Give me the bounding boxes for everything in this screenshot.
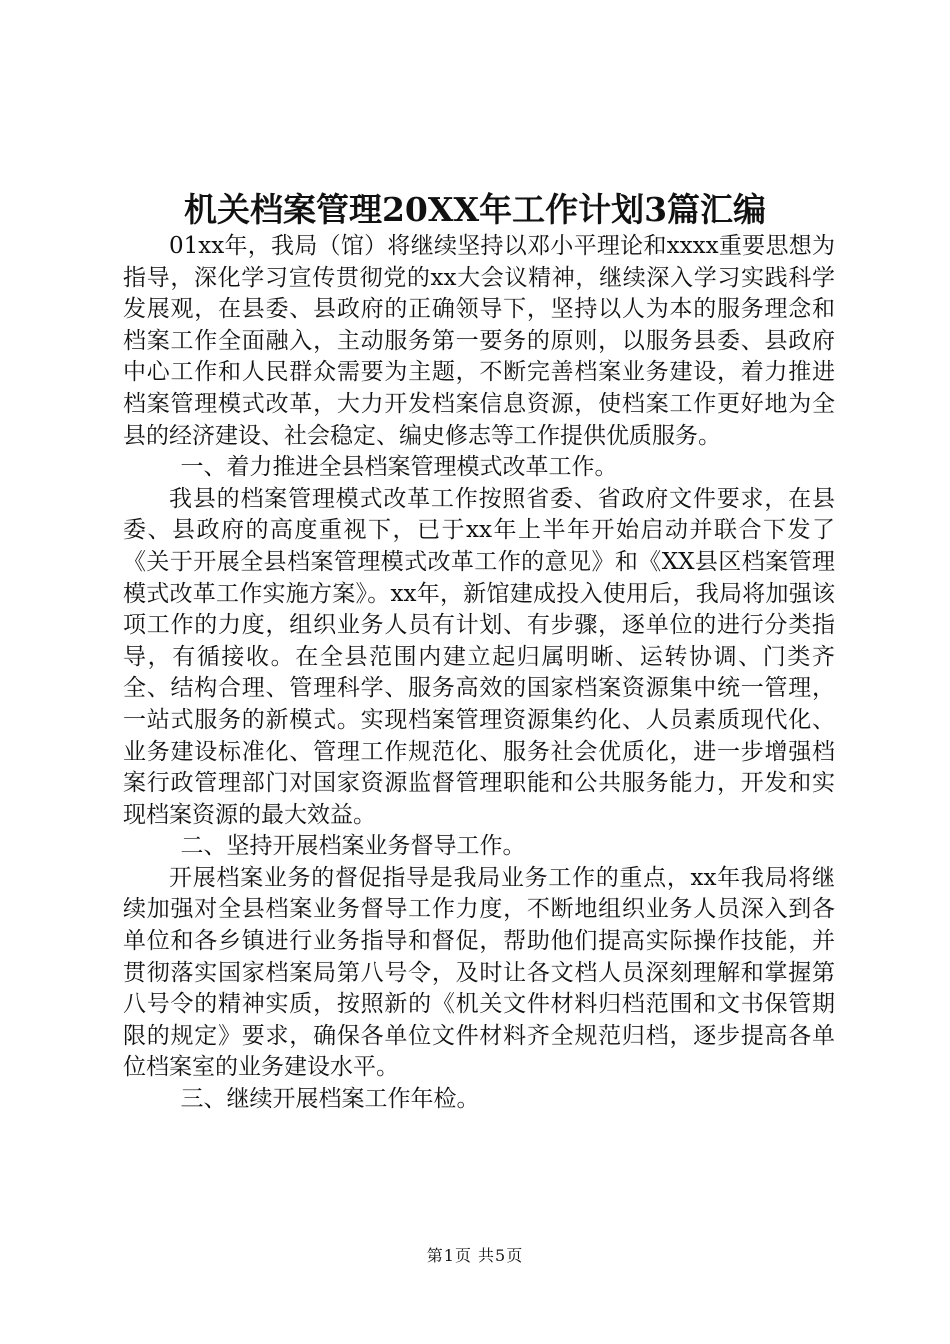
section-heading-1: 一、着力推进全县档案管理模式改革工作。 [180, 454, 618, 481]
document-body [123, 231, 835, 1116]
paragraph-intro: 01xx年，我局（馆）将继续坚持以邓小平理论和xxxx重要思想为指导，深化学习宣传贯彻党的xx大会议精神，继续深入学习实践科学发展观，在县委、县政府的正确领导下，坚持以人为本的服务理念和档案工作全面融入，主动服务第一要务的原则，以服务县委、县政府中心工作和人民群众需要为主题，不断完善档案业务建设，着力推进档案管理模式改革，大力开发档案信息资源，使档案工作更好地为全县的经济建设、社会稳定、编史修志等工作提供优质服务。 [123, 233, 835, 449]
section-heading-2: 二、坚持开展档案业务督导工作。 [180, 833, 526, 860]
document-title: 机关档案管理20XX年工作计划3篇汇编 [183, 190, 767, 229]
section-heading-3: 三、继续开展档案工作年检。 [180, 1086, 480, 1113]
paragraph-section-2: 开展档案业务的督促指导是我局业务工作的重点，xx年我局将继续加强对全县档案业务督导工作力度，不断地组织业务人员深入到各单位和各乡镇进行业务指导和督促，帮助他们提高实际操作技能，并贯彻落实国家档案局第八号令，及时让各文档人员深刻理解和掌握第八号令的精神实质，按照新的《机关文件材料归档范围和文书保管期限的规定》要求，确保各单位文件材料齐全规范归档，逐步提高各单位档案室的业务建设水平。 [123, 864, 835, 1081]
paragraph-section-1: 我县的档案管理模式改革工作按照省委、省政府文件要求，在县委、县政府的高度重视下，已于xx年上半年开始启动并联合下发了《关于开展全县档案管理模式改革工作的意见》和《XX县区档案管理模式改革工作实施方案》。xx年，新馆建成投入使用后，我局将加强该项工作的力度，组织业务人员有计划、有步骤，逐单位的进行分类指导，有循接收。在全县范围内建立起归属明晰、运转协调、门类齐全、结构合理、管理科学、服务高效的国家档案资源集中统一管理，一站式服务的新模式。实现档案管理资源集约化、人员素质现代化、业务建设标准化、管理工作规范化、服务社会优质化，进一步增强档案行政管理部门对国家资源监督管理职能和公共服务能力，开发和实现档案资源的最大效益。 [123, 485, 835, 828]
page-number: 第1页 共5页 [426, 1246, 524, 1265]
